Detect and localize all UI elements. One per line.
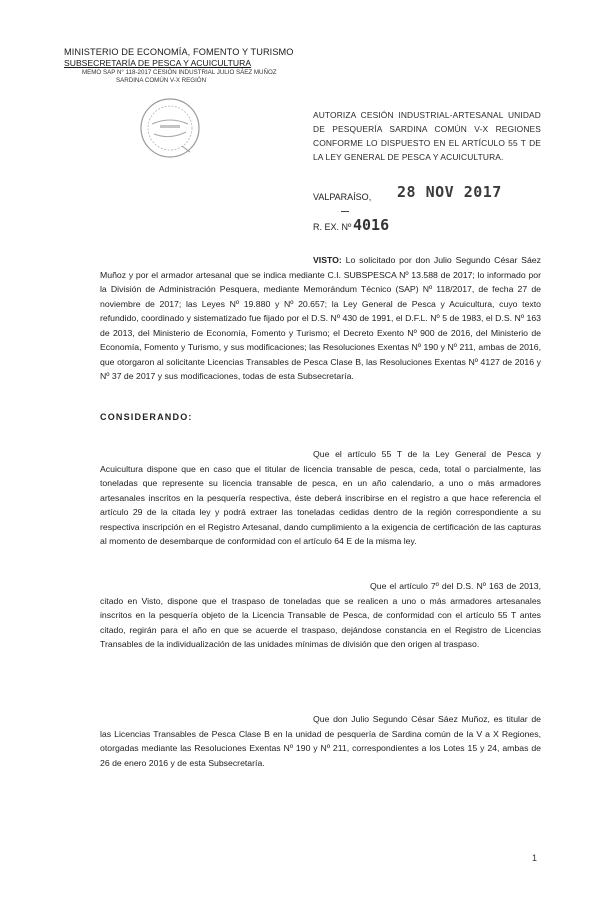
- memo-reference: MEMO SAP N° 118-2017 CESIÓN INDUSTRIAL JULIO SÁEZ MUÑOZ: [82, 69, 277, 76]
- paragraph-text: Que don Julio Segundo César Sáez Muñoz, es titular de las Licencias Transables de Pesca Clase B en la unidad de pesquería de Sardina común de la V a X Regiones, otorgadas mediante las Resoluciones Exentas Nº 190 y Nº 211, correspondientes a los Lotes 15 y 24, ambas de 26 de enero 2016 y de esta Subsecretaría.: [100, 714, 541, 768]
- visto-text: Lo solicitado por don Julio Segundo César Sáez Muñoz y por el armador artesanal que se indica mediante C.I. SUBSPESCA Nº 13.588 de 2017; lo informado por la División de Administración Pesquera, mediante Memorándum Técnico (SAP) Nº 118/2017, de fecha 27 de noviembre de 2017; las Leyes Nº 19.880 y Nº 20.657; la Ley General de Pesca y Acuicultura, cuyo texto refundido, coordinado y sistematizado fue fijado por el D.S. Nº 430 de 1991, el D.F.L. Nº 5 de 1983, el D.S. Nº 163 de 2013, del Ministerio de Economía, Fomento y Turismo; el Decreto Exento Nº 900 de 2016, del Ministerio de Economía, Fomento y Turismo, y sus modificaciones; las Resoluciones Exentas Nº 190 y Nº 211, ambas de 2016, que otorgaron al solicitante Licencias Transables de Pesca Clase B, las Resoluciones Exentas Nº 4127 de 2016 y Nº 37 de 2017 y sus modificaciones, todas de esta Subsecretaría.: [100, 255, 541, 381]
- date-stamp: 28 NOV 2017: [397, 183, 502, 201]
- considerando-paragraph: [100, 447, 541, 549]
- rex-mark: [341, 211, 349, 212]
- resolution-number-line: [313, 216, 513, 238]
- resolution-label: R. EX. Nº: [313, 222, 352, 232]
- place-label: VALPARAÍSO,: [313, 192, 372, 202]
- visto-label: VISTO:: [313, 255, 342, 265]
- place-date-line: [313, 180, 541, 210]
- ministry-name: MINISTERIO DE ECONOMÍA, FOMENTO Y TURISMO: [64, 47, 294, 57]
- memo-topic: SARDINA COMÚN V-X REGIÓN: [116, 77, 207, 84]
- paragraph-text: Que el artículo 55 T de la Ley General de Pesca y Acuicultura dispone que en caso que el titular de licencia transable de pesca, ceda, total o parcialmente, las toneladas que represente su licencia transable de pesca, en un año calendario, a uno o más armadores artesanales inscritos en la pesquería respectiva, éste deberá inscribirse en el registro a que hace referencia el artículo 29 de la citada ley y podrá extraer las toneladas cedidas dentro de la región correspondiente a su respectiva inscripción en el Registro Artesanal, dando cumplimiento a la exigencia de certificación de las capturas al momento de desembarque de conformidad con el artículo 64 E de la misma ley.: [100, 449, 541, 546]
- considerando-paragraph: [100, 712, 541, 770]
- resolution-title: AUTORIZA CESIÓN INDUSTRIAL-ARTESANAL UNIDAD DE PESQUERÍA SARDINA COMÚN V-X REGIONES CONFORME LO DISPUESTO EN EL ARTÍCULO 55 T DE LA LEY GENERAL DE PESCA Y ACUICULTURA.: [313, 110, 541, 162]
- letterhead: [64, 46, 304, 85]
- official-seal-stamp: [138, 96, 202, 160]
- resolution-number: 4016: [353, 216, 390, 234]
- considerando-paragraph: [100, 579, 541, 652]
- considerando-heading: CONSIDERANDO:: [100, 412, 193, 422]
- visto-section: [100, 253, 541, 384]
- subsecretaria-name: SUBSECRETARÍA DE PESCA Y ACUICULTURA: [64, 58, 252, 68]
- paragraph-text: Que el artículo 7º del D.S. Nº 163 de 2013, citado en Visto, dispone que el traspaso de toneladas que se realicen a uno o más armadores artesanales inscritos en la pesquería objeto de la Licencia Transable de Pesca, de conformidad con el artículo 55 T antes citado, regirán para el año en que se acuerde el traspaso, dejándose constancia en el Registro de Licencias Transables de la individualización de las unidades mínimas de división que den origen al traspaso.: [100, 581, 541, 649]
- page-number: 1: [532, 853, 538, 863]
